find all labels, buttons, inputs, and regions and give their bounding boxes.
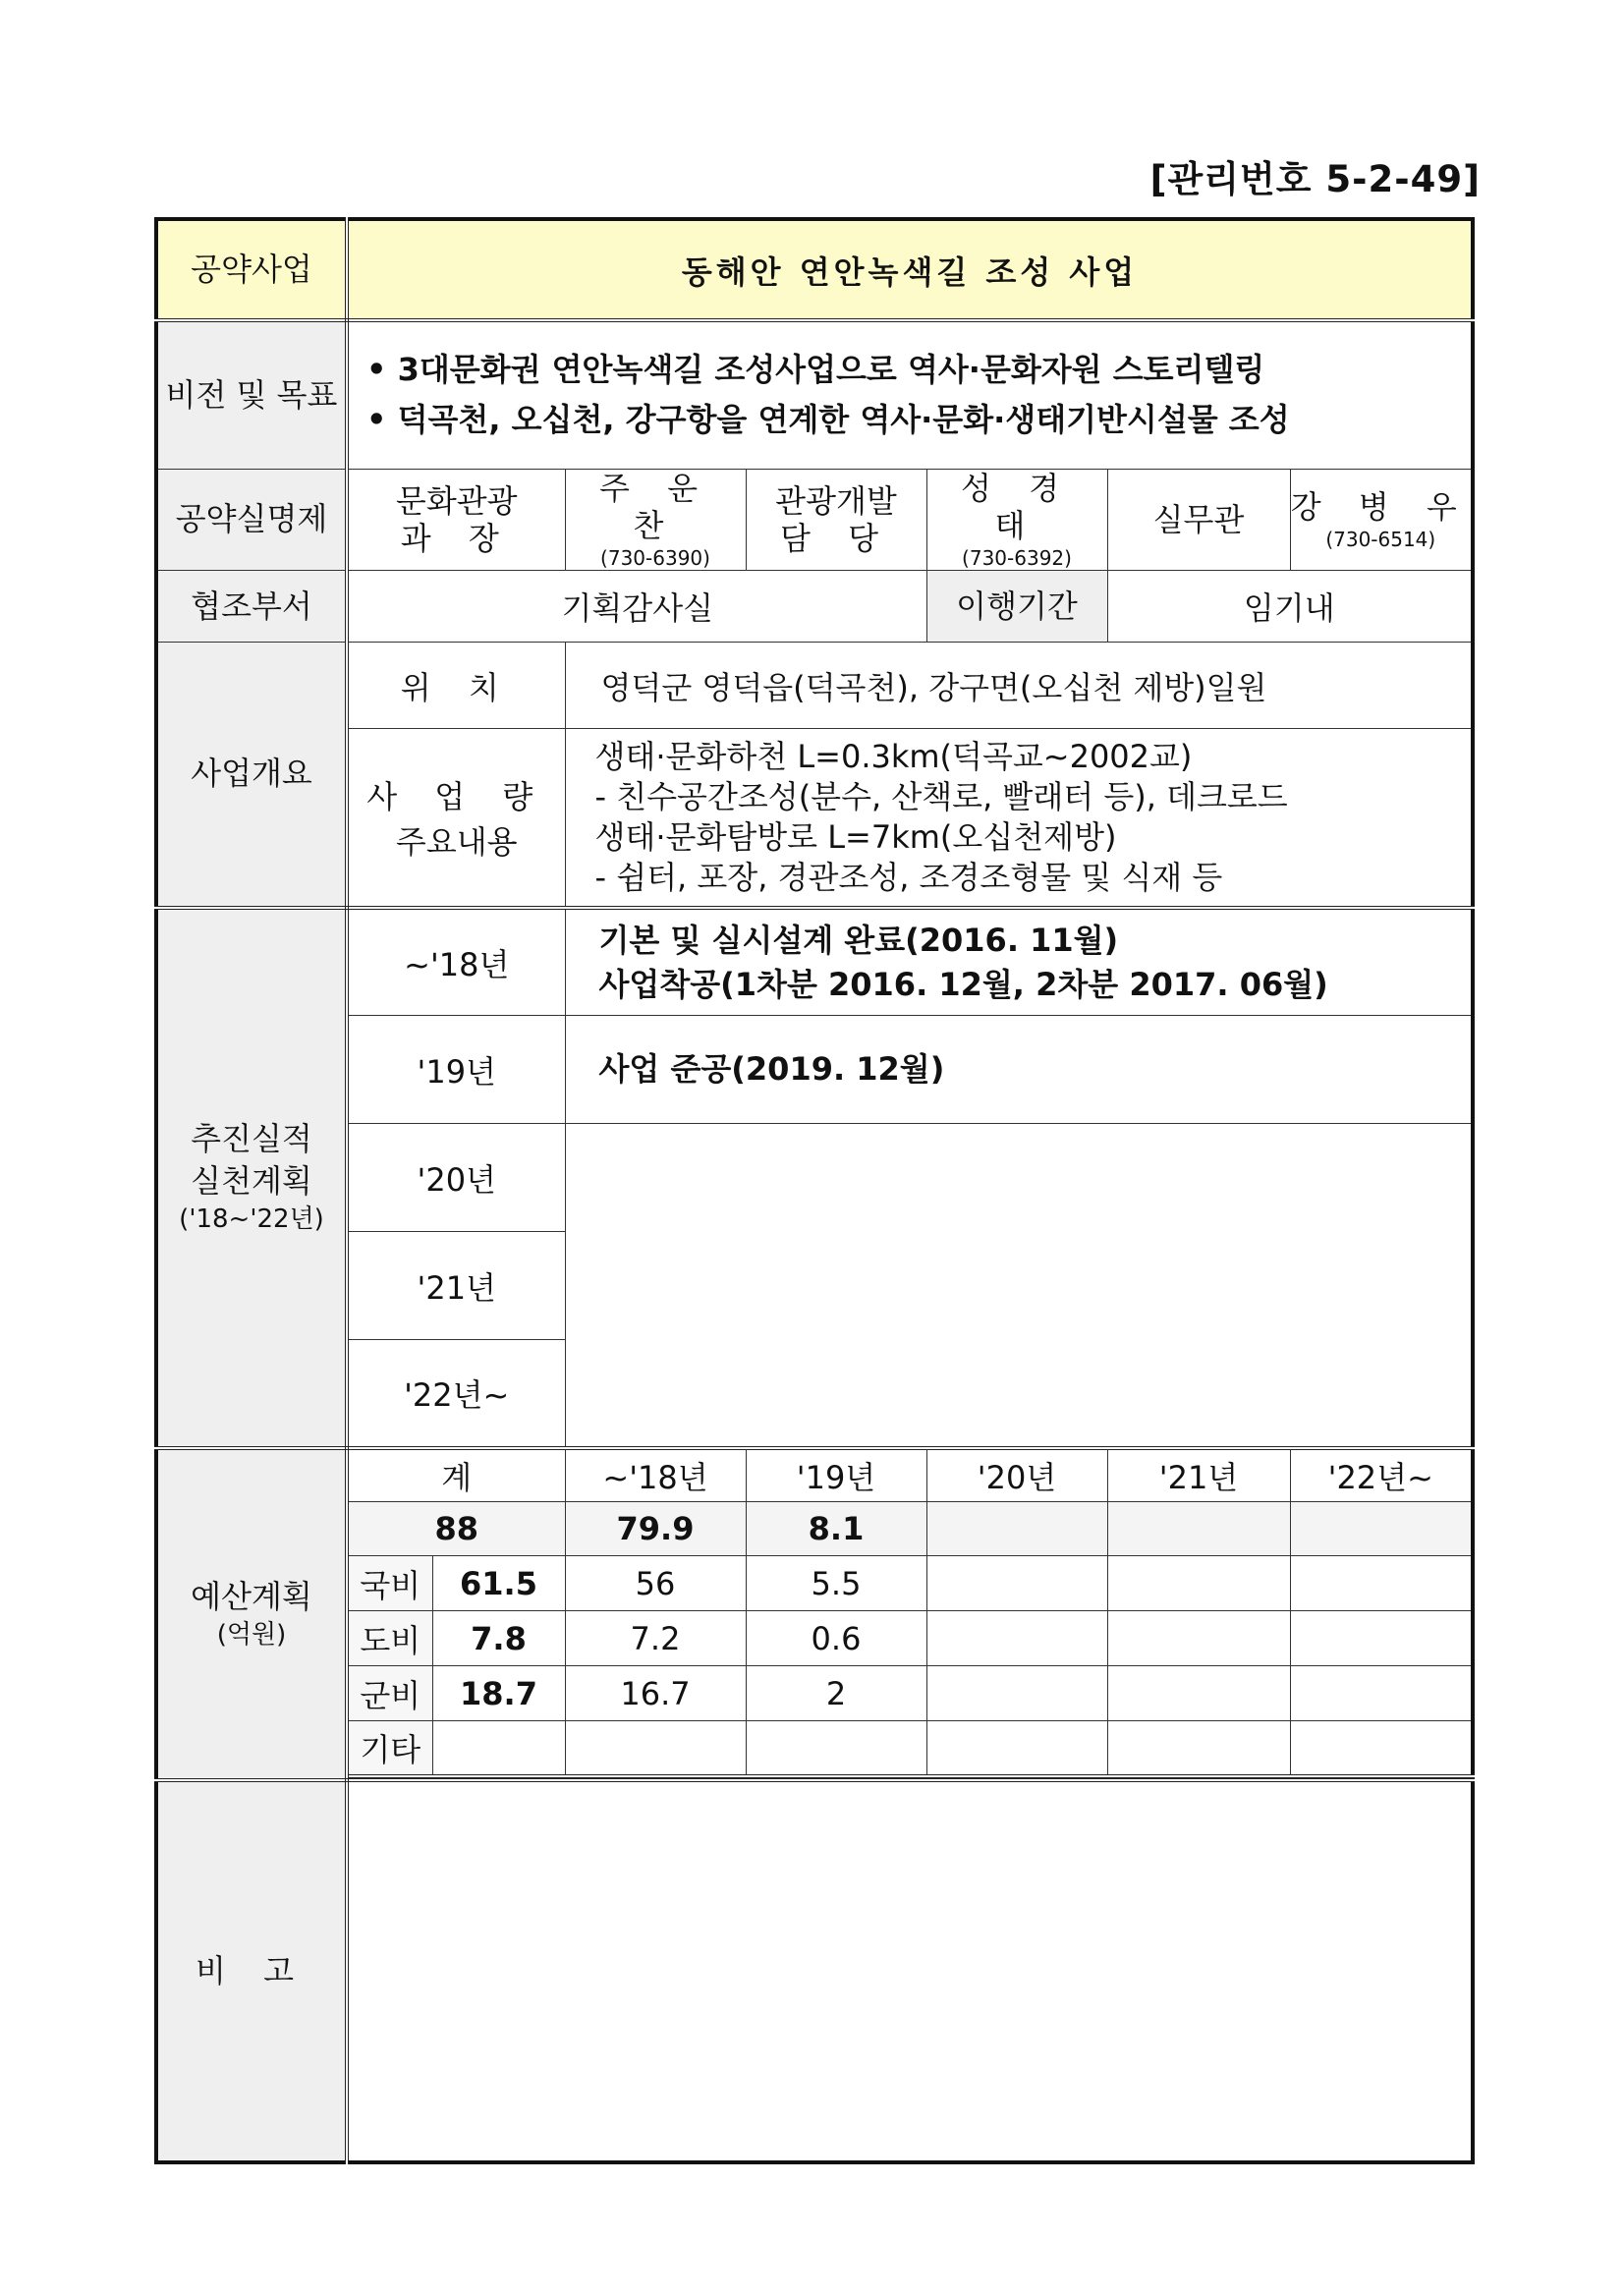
budget-cell	[926, 1556, 1107, 1611]
budget-source: 도비	[347, 1611, 432, 1666]
budget-source: 군비	[347, 1666, 432, 1721]
budget-cell	[1290, 1611, 1473, 1666]
cooperation-label: 협조부서	[156, 571, 347, 643]
progress-content: 기본 및 실시설계 완료(2016. 11월) 사업착공(1차분 2016. 12월, 2차분 2017. 06월)	[565, 908, 1473, 1016]
responsible-role-2: 관광개발 담 당	[746, 469, 926, 571]
location-value: 영덕군 영덕읍(덕곡천), 강구면(오십천 제방)일원	[565, 643, 1473, 729]
budget-total	[1107, 1502, 1290, 1556]
overview-label: 사업개요	[156, 643, 347, 908]
pledge-label: 공약사업	[156, 219, 347, 320]
progress-year: '19년	[347, 1016, 565, 1124]
budget-cell: 2	[746, 1666, 926, 1721]
budget-cell	[926, 1611, 1107, 1666]
progress-year: '22년~	[347, 1340, 565, 1448]
progress-year: '20년	[347, 1124, 565, 1232]
progress-content: 사업 준공(2019. 12월)	[565, 1016, 1473, 1124]
scope-content	[565, 729, 1473, 908]
vision-item: • 3대문화권 연안녹색길 조성사업으로 역사·문화자원 스토리텔링	[366, 351, 1265, 389]
budget-cell	[565, 1721, 746, 1776]
progress-year: ~'18년	[347, 908, 565, 1016]
budget-source-total: 18.7	[432, 1666, 565, 1721]
budget-total	[1290, 1502, 1473, 1556]
budget-header: '19년	[746, 1448, 926, 1502]
scope-line: 생태·문화하천 L=0.3km(덕곡교~2002교)	[594, 738, 1193, 776]
responsible-name-3: 강 병 우 (730-6514)	[1290, 469, 1473, 571]
responsible-role-3: 실무관	[1107, 469, 1290, 571]
scope-line: - 친수공간조성(분수, 산책로, 빨래터 등), 데크로드	[594, 778, 1288, 816]
responsible-name-2: 성 경 태 (730-6392)	[926, 469, 1107, 571]
scope-line: 생태·문화탐방로 L=7km(오십천제방)	[594, 818, 1117, 857]
progress-content-empty	[565, 1124, 1473, 1448]
scope-line: - 쉼터, 포장, 경관조성, 조경조형물 및 식재 등	[594, 858, 1223, 896]
budget-cell	[746, 1721, 926, 1776]
budget-cell	[1290, 1721, 1473, 1776]
budget-source-total	[432, 1721, 565, 1776]
location-label: 위 치	[347, 643, 565, 729]
budget-cell: 5.5	[746, 1556, 926, 1611]
budget-total: 88	[347, 1502, 565, 1556]
vision-item: • 덕곡천, 오십천, 강구항을 연계한 역사·문화·생태기반시설물 조성	[366, 401, 1290, 439]
responsible-label: 공약실명제	[156, 469, 347, 571]
progress-year: '21년	[347, 1232, 565, 1340]
vision-label: 비전 및 목표	[156, 320, 347, 469]
management-number: [관리번호 5-2-49]	[1149, 158, 1481, 200]
cooperation-value: 기획감사실	[347, 571, 926, 643]
budget-source-total: 7.8	[432, 1611, 565, 1666]
budget-header: 계	[347, 1448, 565, 1502]
responsible-role-1: 문화관광 과 장	[347, 469, 565, 571]
progress-label: 추진실적 실천계획 ('18~'22년)	[156, 908, 347, 1448]
budget-cell	[1107, 1611, 1290, 1666]
budget-cell: 56	[565, 1556, 746, 1611]
remarks-label: 비 고	[156, 1780, 347, 2162]
budget-header: ~'18년	[565, 1448, 746, 1502]
budget-source-total: 61.5	[432, 1556, 565, 1611]
budget-total: 8.1	[746, 1502, 926, 1556]
budget-total: 79.9	[565, 1502, 746, 1556]
budget-header: '21년	[1107, 1448, 1290, 1502]
budget-cell	[1107, 1721, 1290, 1776]
budget-cell: 7.2	[565, 1611, 746, 1666]
budget-cell	[1107, 1666, 1290, 1721]
budget-header: '22년~	[1290, 1448, 1473, 1502]
budget-label: 예산계획 (억원)	[156, 1448, 347, 1780]
budget-cell: 0.6	[746, 1611, 926, 1666]
budget-header: '20년	[926, 1448, 1107, 1502]
remarks-value	[347, 1780, 1473, 2162]
pledge-table	[154, 217, 1475, 2164]
budget-cell: 16.7	[565, 1666, 746, 1721]
budget-total	[926, 1502, 1107, 1556]
budget-cell	[1290, 1556, 1473, 1611]
pledge-title: 동해안 연안녹색길 조성 사업	[347, 219, 1473, 320]
responsible-name-1: 주 운 찬 (730-6390)	[565, 469, 746, 571]
budget-cell	[926, 1721, 1107, 1776]
budget-source: 기타	[347, 1721, 432, 1776]
budget-cell	[1290, 1666, 1473, 1721]
period-value: 임기내	[1107, 571, 1473, 643]
scope-label: 사 업 량 주요내용	[347, 729, 565, 908]
budget-cell	[1107, 1556, 1290, 1611]
period-label: 이행기간	[926, 571, 1107, 643]
vision-content	[347, 320, 1473, 469]
budget-cell	[926, 1666, 1107, 1721]
budget-source: 국비	[347, 1556, 432, 1611]
